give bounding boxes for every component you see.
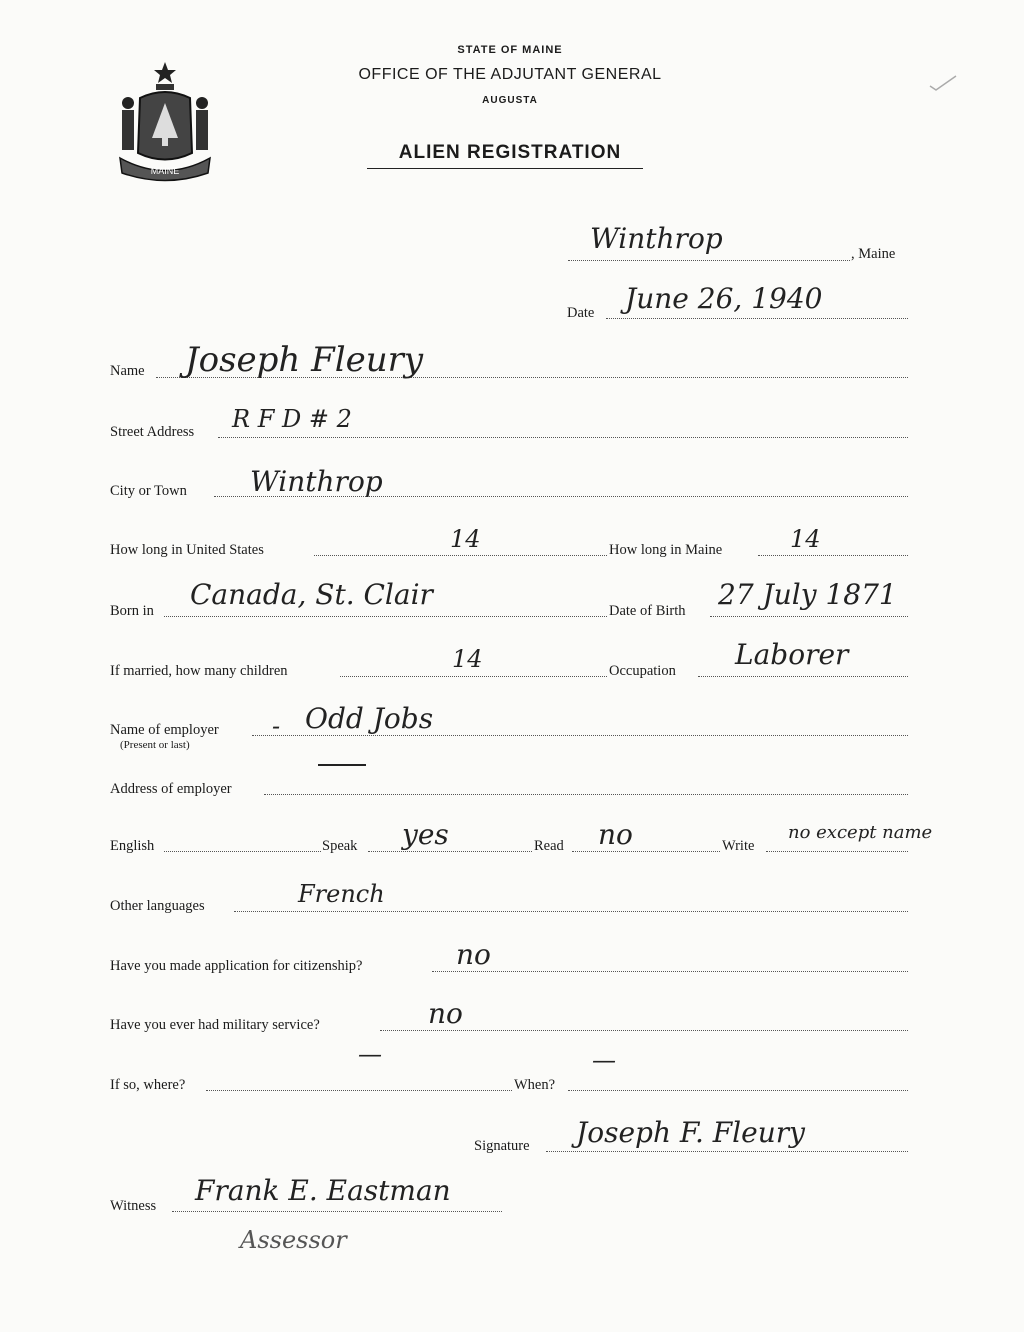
employer-underline	[318, 764, 366, 766]
employer-label: Name of employer	[110, 722, 219, 738]
svg-text:MAINE: MAINE	[150, 166, 180, 176]
children-label: If married, how many children	[110, 663, 288, 679]
date-value: June 26, 1940	[625, 282, 823, 315]
english-label: English	[110, 838, 155, 854]
us-label: How long in United States	[110, 542, 264, 558]
citizenship-value: no	[456, 938, 491, 971]
military-value: no	[428, 997, 463, 1030]
name-label: Name	[110, 363, 145, 379]
office-heading: OFFICE OF THE ADJUTANT GENERAL	[358, 66, 662, 83]
employer-sublabel: (Present or last)	[120, 739, 190, 751]
maine-state-seal-icon	[110, 58, 220, 183]
city-label: City or Town	[110, 483, 187, 499]
speak-label: Speak	[322, 838, 358, 854]
date-label: Date	[567, 305, 595, 321]
dob-value: 27 July 1871	[718, 578, 897, 611]
children-value: 14	[452, 645, 483, 673]
city-value: Winthrop	[250, 465, 383, 498]
signature-label: Signature	[474, 1138, 530, 1154]
born-label: Born in	[110, 603, 154, 619]
title-underline	[367, 168, 643, 169]
form-title: ALIEN REGISTRATION	[398, 142, 622, 163]
dob-label: Date of Birth	[609, 603, 686, 619]
maine-label: , Maine	[851, 246, 896, 262]
witness-title-value: Assessor	[240, 1226, 347, 1254]
read-label: Read	[534, 838, 564, 854]
check-mark-icon	[928, 72, 958, 92]
inmaine-label: How long in Maine	[609, 542, 723, 558]
write-label: Write	[722, 838, 755, 854]
state-heading: STATE OF MAINE	[457, 44, 563, 56]
where-value: —	[358, 1040, 382, 1068]
speak-value: yes	[402, 818, 449, 851]
born-value: Canada, St. Clair	[190, 578, 433, 611]
when-label: When?	[514, 1077, 556, 1093]
name-value: Joseph Fleury	[185, 340, 424, 380]
military-label: Have you ever had military service?	[110, 1017, 320, 1033]
street-label: Street Address	[110, 424, 195, 440]
signature-value: Joseph F. Fleury	[576, 1116, 805, 1149]
other-languages-label: Other languages	[110, 898, 205, 914]
employer-dash: -	[272, 712, 281, 740]
citizenship-label: Have you made application for citizenship?	[110, 958, 363, 974]
inmaine-value: 14	[790, 525, 821, 553]
town-value: Winthrop	[590, 222, 723, 255]
other-languages-value: French	[298, 880, 385, 908]
us-value: 14	[450, 525, 481, 553]
write-value: no except name	[788, 822, 933, 843]
occupation-value: Laborer	[735, 638, 849, 671]
employer-value: Odd Jobs	[305, 702, 434, 735]
street-value: R F D # 2	[232, 405, 352, 433]
witness-value: Frank E. Eastman	[195, 1174, 451, 1207]
witness-label: Witness	[110, 1198, 157, 1214]
where-label: If so, where?	[110, 1077, 186, 1093]
when-value: —	[592, 1046, 616, 1074]
city-heading: AUGUSTA	[482, 95, 538, 106]
read-value: no	[598, 818, 633, 851]
occupation-label: Occupation	[609, 663, 676, 679]
employer-address-label: Address of employer	[110, 781, 232, 797]
